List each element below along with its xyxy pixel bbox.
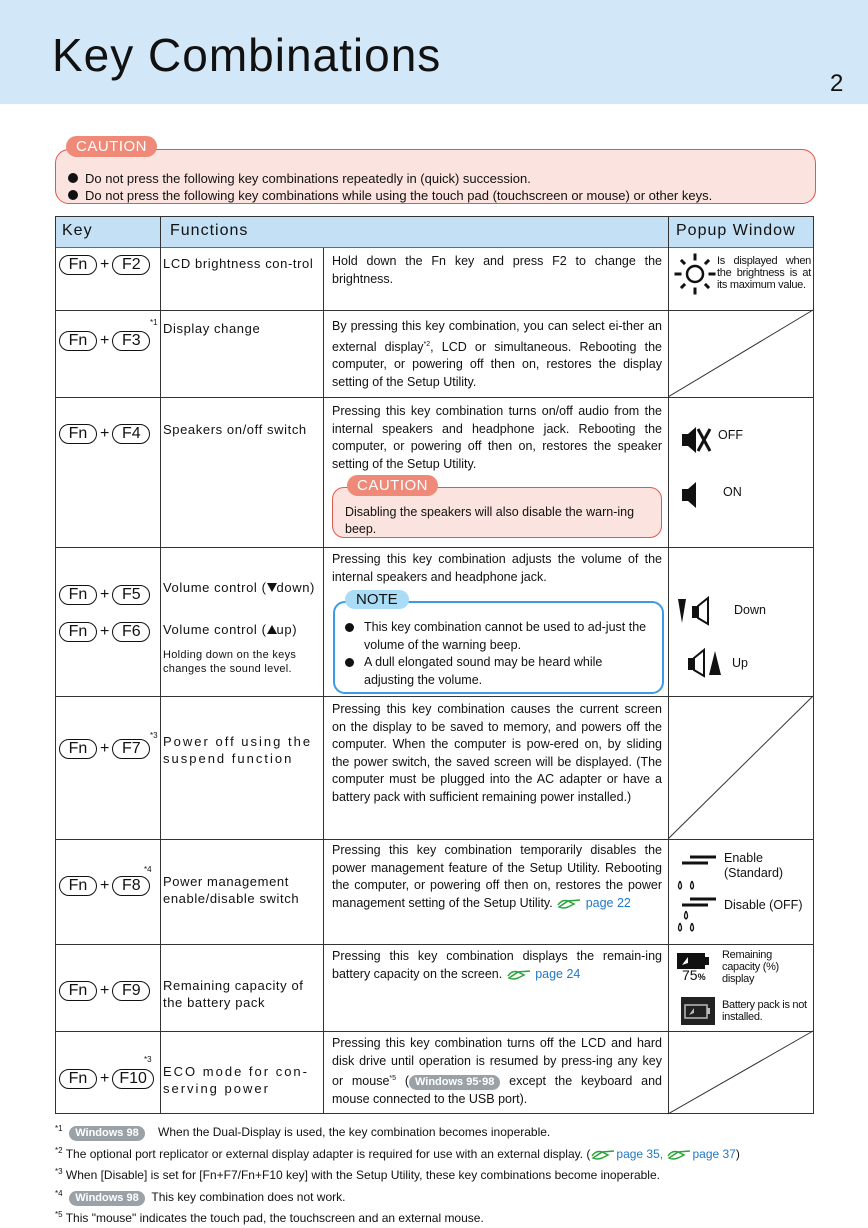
speaker-caution-text: Disabling the speakers will also disable the warn-ing beep. bbox=[345, 505, 635, 536]
caution-item: Do not press the following key combinations while using the touch pad (touchscreen or mouse) or other keys. bbox=[68, 187, 712, 204]
header-band bbox=[0, 0, 868, 104]
key-combinations-table bbox=[55, 216, 814, 1114]
keycap-fn: Fn bbox=[59, 585, 97, 605]
key-fn-f10: Fn + F10 bbox=[59, 1069, 154, 1089]
popup-up-label: Up bbox=[732, 656, 748, 670]
page-reference[interactable]: page 37 bbox=[692, 1146, 736, 1161]
speaker-caution-box bbox=[332, 477, 662, 538]
volume-up-icon bbox=[686, 647, 726, 679]
page-reference[interactable]: page 24 bbox=[535, 966, 581, 981]
note-item: This key combination cannot be used to ad-just the volume of the warning beep. bbox=[343, 619, 655, 654]
key-fn-f8: Fn + F8 bbox=[59, 876, 150, 896]
note-item: A dull elongated sound may be heard while adjusting the volume. bbox=[343, 654, 655, 689]
windows-badge: Windows 98 bbox=[69, 1191, 144, 1206]
brightness-icon bbox=[674, 253, 716, 295]
function-label: LCD brightness con-trol bbox=[163, 256, 314, 271]
keycap-fn: Fn bbox=[59, 255, 97, 275]
speaker-off-icon bbox=[678, 423, 712, 457]
popup-brightness-text: Is displayed when the brightness is at its maximum value. bbox=[717, 255, 811, 291]
keycap-fn: Fn bbox=[59, 331, 97, 351]
keycap-fn: Fn bbox=[59, 876, 97, 896]
keycap-f5: F5 bbox=[112, 585, 150, 605]
page-title: Key Combinations bbox=[52, 29, 442, 81]
footnote-mark: *4 bbox=[144, 865, 152, 874]
footnote-5: $^{*5}$ This "mouse" indicates the touch pad, the touchscreen and an external mouse. bbox=[55, 1210, 484, 1225]
footnote-3: $^{*3}$ When [Disable] is set for [Fn+F7/Fn+F10 key] with the Setup Utility, these key combinations become inoperable. bbox=[55, 1167, 660, 1182]
function-label: ECO mode for con-serving power bbox=[163, 1064, 309, 1096]
key-fn-f6: Fn + F6 bbox=[59, 622, 150, 642]
windows-badge: Windows 95·98 bbox=[409, 1075, 500, 1090]
page-reference[interactable]: page 22 bbox=[585, 895, 631, 910]
function-label: Display change bbox=[163, 321, 261, 336]
function-description: Pressing this key combination turns on/off audio from the internal speakers and headphone jack. Rebooting the computer, or powering off then on, restores the speaker setting of the Setup Utility. bbox=[332, 404, 662, 471]
keycap-f8: F8 bbox=[112, 876, 150, 896]
speaker-on-icon bbox=[678, 478, 708, 512]
footnote-mark: *1 bbox=[150, 318, 158, 327]
function-description: Pressing this key combination displays the remain-ing battery capacity on the screen. page 24 bbox=[332, 949, 662, 981]
key-fn-f3: Fn + F3 bbox=[59, 331, 150, 351]
caution-list bbox=[68, 170, 712, 204]
note-list bbox=[343, 619, 655, 689]
header-key: Key bbox=[62, 222, 93, 239]
popup-remaining-label: Remaining capacity (%) display bbox=[722, 949, 779, 985]
page-number: 2 bbox=[830, 70, 844, 97]
header-functions: Functions bbox=[170, 222, 249, 239]
footnote-1: $^{*1}$ Windows 98 When the Dual-Display is used, the key combination becomes inoperable. bbox=[55, 1124, 551, 1139]
keycap-fn: Fn bbox=[59, 424, 97, 444]
footnote-2: $^{*2}$ The optional port replicator or external display adapter is required for use with an external display. ( page 35, page 37) bbox=[55, 1145, 740, 1161]
popup-on-label: ON bbox=[723, 485, 742, 499]
caution-label: CAUTION bbox=[66, 136, 157, 157]
page-reference-icon bbox=[590, 1146, 616, 1162]
keycap-f6: F6 bbox=[112, 622, 150, 642]
keycap-f3: F3 bbox=[112, 331, 150, 351]
key-fn-f4: Fn + F4 bbox=[59, 424, 150, 444]
keycap-fn: Fn bbox=[59, 622, 97, 642]
key-fn-f5: Fn + F5 bbox=[59, 585, 150, 605]
volume-note-box bbox=[333, 591, 664, 694]
popup-off-label: OFF bbox=[718, 428, 743, 442]
key-fn-f7: Fn + F7 bbox=[59, 739, 150, 759]
battery-not-installed-icon bbox=[680, 996, 716, 1026]
keycap-f10: F10 bbox=[112, 1069, 154, 1089]
function-label: Power off using the suspend function bbox=[163, 734, 313, 766]
function-label: Remaining capacity of the battery pack bbox=[163, 978, 304, 1010]
function-description: Hold down the Fn key and press F2 to change the brightness. bbox=[332, 254, 662, 286]
windows-badge: Windows 98 bbox=[69, 1126, 144, 1141]
function-description: Pressing this key combination temporarily disables the power management feature of the Setup Utility. Rebooting the computer, or powering off then on, restores the power management setting of the Setup Utility. page 22 bbox=[332, 843, 662, 910]
keycap-f7: F7 bbox=[112, 739, 150, 759]
page-reference-icon bbox=[506, 966, 532, 982]
function-description: By pressing this key combination, you can select ei-ther an external display$^{*2}$, LCD or simultaneous. Rebooting the computer, or powering off then on, restores the display setting of the Setup Utility. bbox=[332, 319, 662, 389]
page-reference[interactable]: page 35, bbox=[616, 1146, 664, 1161]
caution-item: Do not press the following key combinations repeatedly in (quick) succession. bbox=[68, 170, 712, 187]
function-volume-note: Holding down on the keys changes the sound level. bbox=[163, 649, 297, 675]
keycap-f4: F4 bbox=[112, 424, 150, 444]
footnote-4: $^{*4}$ Windows 98 This key combination does not work. bbox=[55, 1188, 346, 1204]
volume-down-icon bbox=[676, 595, 716, 627]
key-fn-f2: Fn + F2 bbox=[59, 255, 150, 275]
popup-battery-percent: 75% bbox=[682, 967, 706, 983]
note-label: NOTE bbox=[345, 590, 409, 609]
keycap-fn: Fn bbox=[59, 739, 97, 759]
popup-enable-label: Enable (Standard) bbox=[724, 851, 784, 880]
keycap-fn: Fn bbox=[59, 1069, 97, 1089]
caution-box bbox=[55, 138, 816, 204]
keycap-f9: F9 bbox=[112, 981, 150, 1001]
footnote-mark: *3 bbox=[150, 731, 158, 740]
function-volume-up: Volume control ( up) bbox=[163, 622, 298, 637]
page-reference-icon bbox=[666, 1146, 692, 1162]
header-popup: Popup Window bbox=[676, 222, 796, 239]
footnote-mark: *3 bbox=[144, 1055, 152, 1064]
popup-down-label: Down bbox=[734, 603, 766, 617]
keycap-f2: F2 bbox=[112, 255, 150, 275]
function-description: Pressing this key combination causes the current screen on the display to be saved to memory, and powers off the computer. When the computer is pow-ered on, by sliding the power switch, the saved screen will be displayed. (The computer must be plugged into the AC adapter or have a battery pack with sufficient remaining power installed.) bbox=[332, 702, 662, 804]
caution-label: CAUTION bbox=[347, 475, 438, 496]
function-volume-down: Volume control ( down) bbox=[163, 580, 315, 595]
function-label: Power management enable/disable switch bbox=[163, 874, 300, 906]
popup-not-installed-label: Battery pack is not installed. bbox=[722, 999, 807, 1023]
function-description: Pressing this key combination turns off the LCD and hard disk drive until operation is resumed by press-ing any key or mouse$^{*5}$ ( Windows 95·98 except the keyboard and mouse connected to the USB port). bbox=[332, 1036, 663, 1106]
page-reference-icon bbox=[556, 895, 582, 911]
triangle-down-icon bbox=[267, 583, 277, 592]
popup-disable-label: Disable (OFF) bbox=[724, 898, 803, 912]
key-fn-f9: Fn + F9 bbox=[59, 981, 150, 1001]
function-label: Speakers on/off switch bbox=[163, 422, 307, 437]
keycap-fn: Fn bbox=[59, 981, 97, 1001]
footnotes bbox=[55, 1120, 825, 1228]
function-description: Pressing this key combination adjusts the volume of the internal speakers and headphone jack. bbox=[332, 552, 662, 584]
power-management-icon bbox=[674, 853, 720, 935]
triangle-up-icon bbox=[267, 625, 277, 634]
